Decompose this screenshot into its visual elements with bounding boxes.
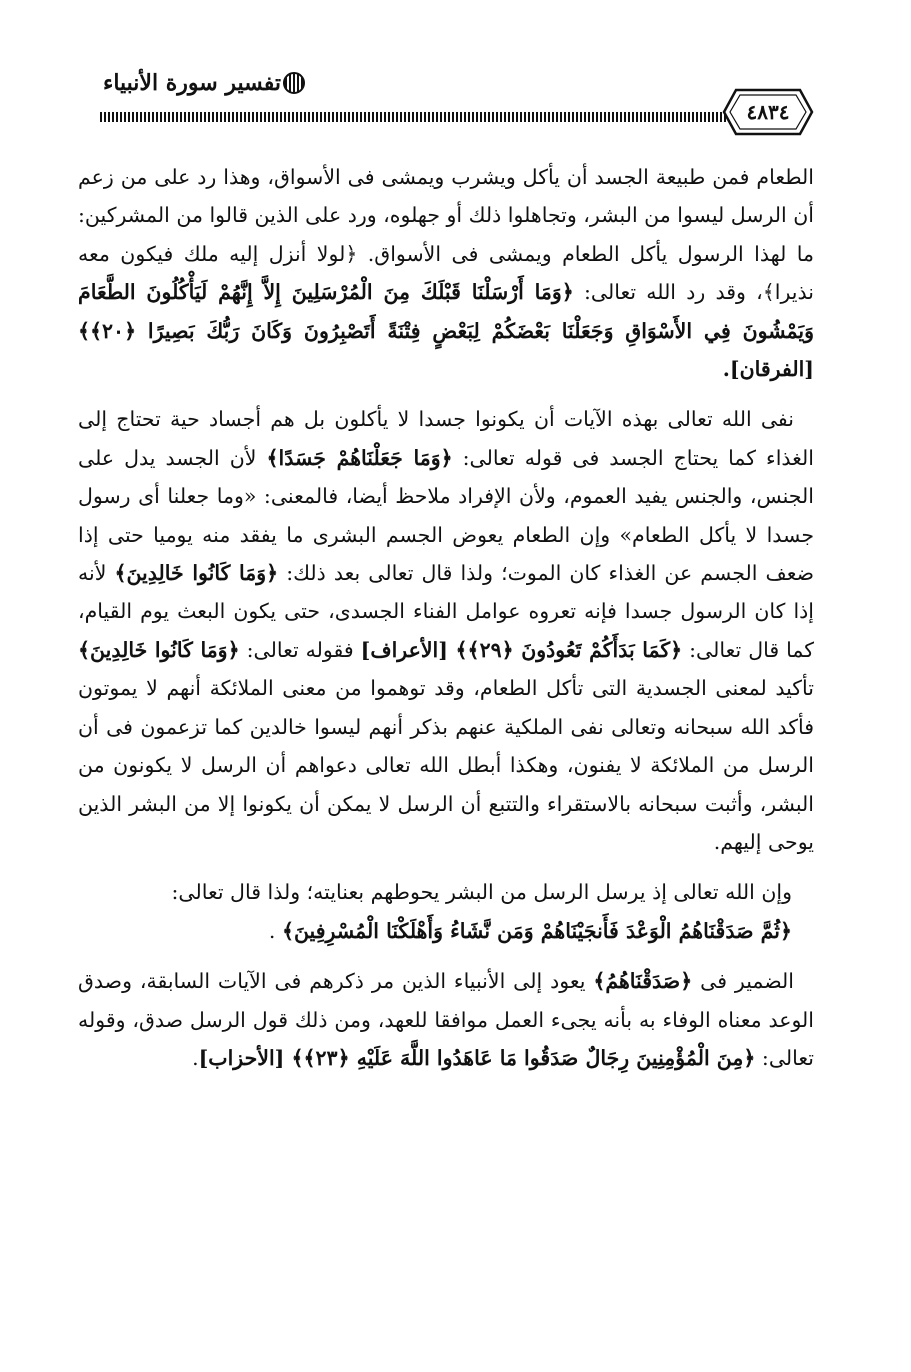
surah-reference: [الأعراف] (360, 637, 456, 662)
running-header-title: تفسير سورة الأنبياء (102, 70, 281, 96)
quran-verse: ﴿ثُمَّ صَدَقْنَاهُمُ الْوَعْدَ فَأَنجَيْنَاهُمْ وَمَن نَّشَاءُ وَأَهْلَكْنَا الْمُسْرِفِينَ﴾ (281, 918, 792, 943)
quran-verse: ﴿مِنَ الْمُؤْمِنِينَ رِجَالٌ صَدَقُوا مَا عَاهَدُوا اللَّهَ عَلَيْهِ ﴿٢٣﴾﴾ (291, 1045, 756, 1070)
text-run: فقوله تعالى: (239, 637, 361, 662)
text-run: يعود إلى الأنبياء الذين مر ذكرهم فى الآيات السابقة، وصدق الوعد معناه الوفاء به بأنه يجىء العمل موافقا للعهد، ومن ذلك قول الرسل صدق، وقوله تعالى: (78, 969, 814, 1070)
surah-reference: [الفرقان]. (722, 357, 814, 382)
header-rule (100, 112, 805, 122)
paragraph-1 (78, 158, 814, 388)
text-run: لأن الجسد يدل على الجنس، والجنس يفيد العموم، ولأن الإفراد ملاحظ أيضا، فالمعنى: «وما جعلنا أى رسول جسدا لا يأكل الطعام» وإن الطعام يعوض الجسم البشرى ما يفقد منه يوميا حتى إذا ضعف الجسم عن الغذاء كان الموت؛ ولذا قال تعالى بعد ذلك: (78, 445, 814, 586)
text-run: الضمير فى (692, 969, 794, 994)
text-run: نفى الله تعالى بهذه الآيات أن يكونوا جسدا لا يأكلون بل هم أجساد حية تحتاج إلى الغذاء كما يحتاج الجسد فى قوله تعالى: (78, 407, 814, 470)
text-run: لأنه إذا كان الرسول جسدا فإنه تعروه عوامل الفناء الجسدى، حتى يكون البعث يوم القيام، كما قال تعالى: (78, 561, 814, 662)
quran-verse: ﴿وَمَا جَعَلْنَاهُمْ جَسَدًا﴾ (266, 445, 453, 470)
text-run: الطعام فمن طبيعة الجسد أن يأكل ويشرب ويمشى فى الأسواق، وهذا رد على من زعم أن الرسل ليسوا من البشر، وتجاهلوا ذلك أو جهلوه، ورد على الذين قالوا من المشركين: ما لهذا الرسول يأكل الطعام ويمشى فى الأسواق. ﴿لولا أنزل إليه ملك فيكون معه نذيرا﴾، وقد رد الله تعالى: (78, 165, 814, 305)
quran-verse: ﴿وَمَا كَانُوا خَالِدِينَ﴾ (78, 637, 240, 662)
quran-verse: ﴿كَمَا بَدَأَكُمْ تَعُودُونَ ﴿٢٩﴾﴾ (455, 637, 683, 662)
text-run: وإن الله تعالى إذ يرسل الرسل من البشر يحوطهم بعنايته؛ ولذا قال تعالى: (171, 880, 792, 905)
text-run: . (192, 1045, 199, 1070)
quran-verse: ﴿صَدَقْنَاهُمُ﴾ (593, 969, 693, 994)
paragraph-2 (78, 400, 814, 861)
quran-verse: ﴿وَمَا أَرْسَلْنَا قَبْلَكَ مِنَ الْمُرْسَلِينَ إِلاَّ إِنَّهُمْ لَيَأْكُلُونَ الطَّعَامَ وَيَمْشُونَ فِي الأَسْوَاقِ وَجَعَلْنَا بَعْضَكُمْ لِبَعْضٍ فِتْنَةً أَتَصْبِرُونَ وَكَانَ رَبُّكَ بَصِيرًا ﴿٢٠﴾﴾ (78, 280, 814, 343)
text-run: . (268, 918, 282, 943)
surah-reference: [الأحزاب] (198, 1045, 292, 1070)
text-run: تأكيد لمعنى الجسدية التى تأكل الطعام، وقد توهموا من معنى الملائكة أنهم لا يموتون فأكد الله سبحانه وتعالى نفى الملكية عنهم بذكر أنهم ليسوا خالدين كما تزعمون فى أن الرسل من الملائكة لا يفنون، وهكذا أبطل الله تعالى دعواهم أن الرسل لا يكونون من البشر، وأثبت سبحانه بالاستقراء والتتبع أن الرسل لا يمكن أن يكونوا إلا من البشر الذين يوحى إليهم. (78, 676, 814, 854)
paragraph-4 (78, 962, 814, 1077)
paragraph-3 (78, 873, 814, 950)
quran-verse: ﴿وَمَا كَانُوا خَالِدِينَ﴾ (114, 561, 279, 586)
body-text (78, 158, 814, 1089)
page-number: ٤٨٣٤ (746, 100, 790, 124)
header-ornament-icon (283, 72, 305, 94)
page-number-badge (722, 86, 814, 138)
